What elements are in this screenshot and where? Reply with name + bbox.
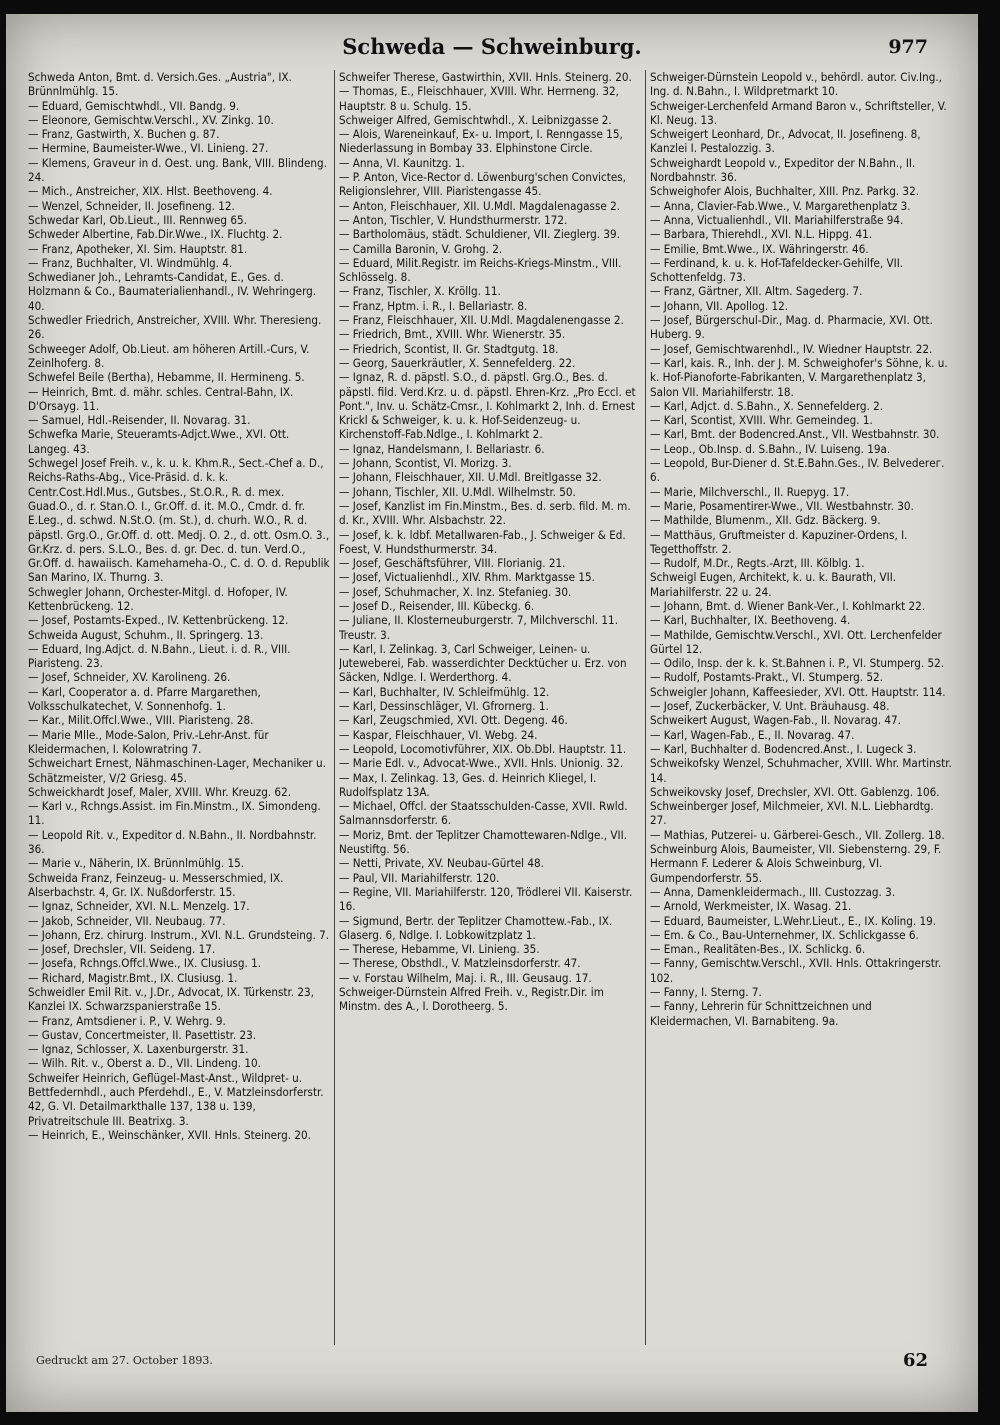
- directory-entry: Schweigler Johann, Kaffeesieder, XVI. Ott. Hauptstr. 114.: [650, 684, 946, 699]
- directory-entry: Schwegler Johann, Orchester-Mitgl. d. Hofoper, IV. Kettenbrückeng. 12.: [28, 584, 288, 613]
- directory-page: [6, 14, 978, 1412]
- directory-entry: — Rudolf, M.Dr., Regts.-Arzt, III. Kölblg. 1.: [650, 556, 865, 571]
- directory-entry: — Wenzel, Schneider, II. Josefineng. 12.: [28, 198, 235, 213]
- directory-entry: — Josefa, Rchngs.Offcl.Wwe., IX. Clusiusg. 1.: [28, 956, 262, 971]
- directory-entry: — Johann, Fleischhauer, XII. U.Mdl. Breitlgasse 32.: [339, 470, 602, 485]
- directory-entry: — Karl, Buchhalter, IV. Schleifmühlg. 12.: [339, 684, 550, 699]
- directory-entry: — Karl, Buchhalter d. Bodencred.Anst., I. Lugeck 3.: [650, 741, 917, 756]
- directory-entry: — Franz, Buchhalter, VI. Windmühlg. 4.: [28, 255, 233, 270]
- directory-entry: — Josef, k. k. ldbf. Metallwaren-Fab., J. Schweiger & Ed. Foest, V. Hundsthurmerstr. 34.: [339, 527, 626, 556]
- directory-entry: — Gustav, Concertmeister, II. Pasettistr. 23.: [28, 1027, 257, 1042]
- directory-entry: — Josef D., Reisender, III. Kübeckg. 6.: [339, 598, 535, 613]
- directory-entry: Schweikert August, Wagen-Fab., II. Novarag. 47.: [650, 713, 901, 728]
- directory-entry: — Kaspar, Fleischhauer, VI. Webg. 24.: [339, 727, 538, 742]
- directory-entry: — Franz, Apotheker, XI. Sim. Hauptstr. 81.: [28, 241, 248, 256]
- directory-entry: Schwedler Friedrich, Anstreicher, XVIII. Whr. Theresieng. 26.: [28, 313, 322, 342]
- directory-entry: — Heinrich, E., Weinschänker, XVII. Hnls. Steinerg. 20.: [28, 1127, 311, 1142]
- directory-entry: Schwedianer Joh., Lehramts-Candidat, E., Ges. d. Holzmann & Co., Baumaterialienhandl., IV. Wehringerg. 40.: [28, 270, 317, 313]
- directory-entry: — Rudolf, Postamts-Prakt., VI. Stumperg. 52.: [650, 670, 883, 685]
- directory-entry: — Anton, Fleischhauer, XII. U.Mdl. Magdalenagasse 2.: [339, 198, 621, 213]
- directory-entry: — Johann, Bmt. d. Wiener Bank-Ver., I. Kohlmarkt 22.: [650, 598, 926, 613]
- directory-entry: — Josef, Geschäftsführer, VIII. Florianig. 21.: [339, 556, 566, 571]
- directory-entry: — v. Forstau Wilhelm, Maj. i. R., III. Geusaug. 17.: [339, 970, 592, 985]
- directory-entry: Schweiger-Dürnstein Alfred Freih. v., Registr.Dir. im Minstm. des A., I. Dorotheerg. 5.: [339, 985, 604, 1014]
- directory-entry: — Leopold Rit. v., Expeditor d. N.Bahn., II. Nordbahnstr. 36.: [28, 827, 317, 857]
- directory-entry: Schweigert Leonhard, Dr., Advocat, II. Josefineng. 8, Kanzlei I. Pestalozzig. 3.: [650, 127, 921, 156]
- directory-entry: Schwefka Marie, Steueramts-Adjct.Wwe., XVI. Ott. Langeg. 43.: [28, 427, 290, 456]
- directory-entry: Schweinburg Alois, Baumeister, VII. Siebensterng. 29, F. Hermann F. Lederer & Alois Schweinburg, VI. Gumpendorferstr. 55.: [650, 842, 942, 885]
- directory-entry: Schweikofsky Wenzel, Schuhmacher, XVIII. Whr. Martinstr. 14.: [650, 756, 952, 785]
- directory-entry: — Johann, Erz. chirurg. Instrum., XVI. N.L. Grundsteing. 7.: [28, 927, 330, 942]
- directory-entry: — Fanny, Gemischtw.Verschl., XVII. Hnls. Ottakringerstr. 102.: [650, 956, 942, 985]
- directory-entry: — Friedrich, Bmt., XVIII. Whr. Wienerstr. 35.: [339, 327, 566, 342]
- directory-entry: — Franz, Fleischhauer, XII. U.Mdl. Magdalenengasse 2.: [339, 313, 624, 328]
- directory-entry: — Ferdinand, k. u. k. Hof-Tafeldecker-Gehilfe, VII. Schottenfeldg. 73.: [650, 255, 904, 285]
- directory-entry: — Josef, Victualienhdl., XIV. Rhm. Marktgasse 15.: [339, 570, 595, 585]
- column-left: [28, 70, 335, 1345]
- directory-entry: — Marie v., Näherin, IX. Brünnlmühlg. 15.: [28, 856, 245, 871]
- directory-entry: — Klemens, Graveur in d. Oest. ung. Bank, VIII. Blindeng. 24.: [28, 155, 327, 185]
- page-footer: [36, 1350, 948, 1374]
- directory-entry: — Therese, Obsthdl., V. Matzleinsdorferstr. 47.: [339, 956, 581, 971]
- directory-entry: Schweinberger Josef, Milchmeier, XVI. N.L. Liebhardtg. 27.: [650, 799, 934, 828]
- directory-entry: — Anna, Clavier-Fab.Wwe., V. Margarethenplatz 3.: [650, 198, 911, 213]
- directory-entry: Schweifer Heinrich, Geflügel-Mast-Anst., Wildpret- u. Bettfedernhdl., auch Pferdehdl., E., V. Matzleinsdorferstr. 42, G. VI. Detailmarkthalle 137, 138 u. 139, Privatreitschule III. Beatrixg. 3.: [28, 1070, 324, 1128]
- directory-entry: — Marie Edl. v., Advocat-Wwe., XVII. Hnls. Unionig. 32.: [339, 756, 624, 771]
- directory-entry: — Barbara, Thierehdl., XVI. N.L. Hippg. 41.: [650, 227, 873, 242]
- directory-entry: — Mathilde, Gemischtw.Verschl., XVI. Ott. Lerchenfelder Gürtel 12.: [650, 627, 942, 656]
- directory-entry: — Johann, VII. Apollog. 12.: [650, 298, 789, 313]
- directory-entry: Schweickhardt Josef, Maler, XVIII. Whr. Kreuzg. 62.: [28, 784, 292, 799]
- directory-entry: — Ignaz, R. d. päpstl. S.O., d. päpstl. Grg.O., Bes. d. päpstl. fild. Verd.Krz. u. d. päpstl. Ehren-Krz. „Pro Eccl. et Pont.", Inv. u. Schätz-Cmsr., I. Kohlmarkt 2, Inh. d. Ernest Krickl & Schweiger, k. u. k. Hof-Seidenzeug- u. Kirchenstoff-Fab.Ndlge., I. Kohlmarkt 2.: [339, 370, 636, 442]
- directory-entry: Schwegel Josef Freih. v., k. u. k. Khm.R., Sect.-Chef a. D., Reichs-Raths-Abg., Vice-Präsid. d. k. k. Centr.Cost.Hdl.Mus., Gutsbes., St.O.R., R. d. mex. Guad.O., d. r. Stan.O. I., Gr.Off. d. it. M.O., Cmdr. d. fr. E.Leg., d. schwd. N.St.O. (m. St.), d. churh. W.O., R. d. päpstl. Grg.O., Gr.Off. d. ott. Medj. O. 2., d. ott. Osm.O. 3., Gr.Krz. d. pers. S.L.O., Bes. d. gr. Dec. d. tun. Verd.O., Gr.Off. d. hawaiisch. Kamehameha-O., C. d. O. d. Republik San Marino, IX. Thurng. 3.: [28, 456, 330, 585]
- directory-entry: Schweighardt Leopold v., Expeditor der N.Bahn., II. Nordbahnstr. 36.: [650, 155, 916, 185]
- directory-entry: — Arnold, Werkmeister, IX. Wasag. 21.: [650, 899, 852, 914]
- directory-entry: — Anna, VI. Kaunitzg. 1.: [339, 155, 465, 170]
- directory-entry: — Moriz, Bmt. der Teplitzer Chamottewaren-Ndlge., VII. Neustiftg. 56.: [339, 827, 627, 857]
- directory-entry: — Max, I. Zelinkag. 13, Ges. d. Heinrich Kliegel, I. Rudolfsplatz 13A.: [339, 770, 597, 799]
- directory-entry: Schwedar Karl, Ob.Lieut., III. Rennweg 65.: [28, 212, 247, 227]
- directory-entry: — Eleonore, Gemischtw.Verschl., XV. Zinkg. 10.: [28, 112, 274, 127]
- directory-entry: — Karl, Buchhalter, IX. Beethoveng. 4.: [650, 613, 851, 628]
- directory-entry: — Karl, I. Zelinkag. 3, Carl Schweiger, Leinen- u. Juteweberei, Fab. wasserdichter Decktücher u. Erz. von Säcken, Ndlge. I. Werderthorg. 4.: [339, 641, 627, 685]
- directory-entry: — Jakob, Schneider, VII. Neubaug. 77.: [28, 913, 226, 928]
- directory-entry: — Josef, Kanzlist im Fin.Minstm., Bes. d. serb. fild. M. m. d. Kr., XVIII. Whr. Alsbachstr. 22.: [339, 498, 631, 528]
- directory-entry: — Karl, Scontist, XVIII. Whr. Gemeindeg. 1.: [650, 413, 873, 428]
- page-title: Schweda — Schweinburg.: [342, 34, 642, 59]
- directory-entry: Schweifer Therese, Gastwirthin, XVII. Hnls. Steinerg. 20.: [339, 70, 632, 84]
- directory-entry: — Eman., Realitäten-Bes., IX. Schlickg. 6.: [650, 942, 866, 957]
- directory-entry: — Karl, Adjct. d. S.Bahn., X. Sennefelderg. 2.: [650, 398, 884, 413]
- directory-entry: Schweiger-Dürnstein Leopold v., behördl. autor. Civ.Ing., Ing. d. N.Bahn., I. Wildpretmarkt 10.: [650, 70, 942, 99]
- directory-entry: — Leopold, Bur-Diener d. St.E.Bahn.Ges., IV. Belvederег. 6.: [650, 456, 945, 485]
- directory-entry: — Therese, Hebamme, VI. Linieng. 35.: [339, 942, 540, 957]
- page-number: 977: [888, 36, 928, 58]
- directory-entry: — Paul, VII. Mariahilferstr. 120.: [339, 870, 500, 885]
- directory-entry: — Karl, Zeugschmied, XVI. Ott. Degeng. 46.: [339, 713, 568, 728]
- directory-entry: — Eduard, Ing.Adjct. d. N.Bahn., Lieut. i. d. R., VIII. Piaristeng. 23.: [28, 641, 291, 671]
- directory-entry: — Ignaz, Schlosser, X. Laxenburgerstr. 31.: [28, 1042, 249, 1057]
- directory-entry: — Eduard, Milit.Registr. im Reichs-Kriegs-Minstm., VIII. Schlösselg. 8.: [339, 255, 622, 285]
- directory-entry: — Franz, Gastwirth, X. Buchen g. 87.: [28, 127, 220, 142]
- directory-entry: — Richard, Magistr.Bmt., IX. Clusiusg. 1.: [28, 970, 238, 985]
- directory-entry: — Anton, Tischler, V. Hundsthurmerstr. 172.: [339, 212, 568, 227]
- directory-entry: Schweighofer Alois, Buchhalter, XIII. Pnz. Parkg. 32.: [650, 184, 920, 199]
- directory-entry: — Karl, kais. R., Inh. der J. M. Schweighofer's Söhne, k. u. k. Hof-Pianoforte-Fabrikanten, V. Margarethenplatz 3, Salon VII. Mariahilferstr. 18.: [650, 355, 948, 399]
- directory-entry: — Josef, Drechsler, VII. Seideng. 17.: [28, 942, 216, 957]
- directory-entry: — Karl, Bmt. der Bodencred.Anst., VII. Westbahnstr. 30.: [650, 427, 940, 442]
- directory-entry: — Franz, Hptm. i. R., I. Bellariastr. 8.: [339, 298, 528, 313]
- print-date-note: Gedruckt am 27. October 1893.: [36, 1354, 213, 1367]
- directory-entry: — Mathias, Putzerei- u. Gärberei-Gesch., VII. Zollerg. 18.: [650, 827, 945, 842]
- directory-entry: — Sigmund, Bertr. der Teplitzer Chamottew.-Fab., IX. Glaserg. 6, Ndlge. I. Lobkowitzplatz 1.: [339, 913, 613, 942]
- entry-columns: [28, 70, 956, 1345]
- directory-entry: — Fanny, Lehrerin für Schnittzeichnen und Kleidermachen, VI. Barnabiteng. 9a.: [650, 999, 872, 1028]
- directory-entry: — Karl, Wagen-Fab., E., II. Novarag. 47.: [650, 727, 855, 742]
- directory-entry: — Odilo, Insp. der k. k. St.Bahnen i. P., VI. Stumperg. 52.: [650, 656, 945, 671]
- directory-entry: Schweikovsky Josef, Drechsler, XVI. Ott. Gablenzg. 106.: [650, 784, 940, 799]
- directory-entry: — Mathilde, Blumenm., XII. Gdz. Bäckerg. 9.: [650, 513, 881, 528]
- directory-entry: — Josef, Zuckerbäcker, V. Unt. Bräuhausg. 48.: [650, 699, 890, 714]
- directory-entry: — Josef, Schuhmacher, X. Inz. Stefanieg. 30.: [339, 584, 572, 599]
- directory-entry: — Johann, Tischler, XII. U.Mdl. Wilhelmstr. 50.: [339, 484, 576, 499]
- directory-entry: Schweiger Alfred, Gemischtwhdl., X. Leibnizgasse 2.: [339, 112, 612, 127]
- directory-entry: — Josef, Gemischtwarenhdl., IV. Wiedner Hauptstr. 22.: [650, 341, 933, 356]
- directory-entry: — Heinrich, Bmt. d. mähr. schles. Central-Bahn, IX. D'Orsayg. 11.: [28, 384, 294, 413]
- directory-entry: — Kar., Milit.Offcl.Wwe., VIII. Piaristeng. 28.: [28, 713, 254, 728]
- directory-entry: Schweichart Ernest, Nähmaschinen-Lager, Mechaniker u. Schätzmeister, V/2 Griesg. 45.: [28, 756, 326, 785]
- directory-entry: — P. Anton, Vice-Rector d. Löwenburg'schen Convictes, Religionslehrer, VIII. Piaristengasse 45.: [339, 170, 626, 199]
- directory-entry: Schweda Anton, Bmt. d. Versich.Ges. „Austria", IX. Brünnlmühlg. 15.: [28, 70, 292, 99]
- directory-entry: — Karl v., Rchngs.Assist. im Fin.Minstm., IX. Simondeng. 11.: [28, 799, 321, 828]
- directory-entry: — Mich., Anstreicher, XIX. Hlst. Beethoveng. 4.: [28, 184, 273, 199]
- directory-entry: — Michael, Offcl. der Staatsschulden-Casse, XVII. Rwld. Salmannsdorferstr. 6.: [339, 799, 628, 828]
- directory-entry: — Emilie, Bmt.Wwe., IX. Währingerstr. 46.: [650, 241, 869, 256]
- directory-entry: — Franz, Amtsdiener i. P., V. Wehrg. 9.: [28, 1013, 226, 1028]
- directory-entry: — Marie, Posamentirer-Wwe., VII. Westbahnstr. 30.: [650, 498, 914, 513]
- directory-entry: — Wilh. Rit. v., Oberst a. D., VII. Lindeng. 10.: [28, 1056, 261, 1071]
- directory-entry: — Alois, Wareneinkauf, Ex- u. Import, I. Renngasse 15, Niederlassung in Bombay 33. Elphinstone Circle.: [339, 127, 623, 156]
- directory-entry: Schweiger-Lerchenfeld Armand Baron v., Schriftsteller, V. Kl. Neug. 13.: [650, 98, 947, 127]
- directory-entry: — Camilla Baronin, V. Grohg. 2.: [339, 241, 503, 256]
- directory-entry: — Friedrich, Scontist, II. Gr. Stadtgutg. 18.: [339, 341, 559, 356]
- directory-entry: Schwefel Beile (Bertha), Hebamme, II. Hermineng. 5.: [28, 370, 305, 385]
- page-header: [6, 32, 978, 64]
- directory-entry: Schweder Albertine, Fab.Dir.Wwe., IX. Fluchtg. 2.: [28, 227, 283, 242]
- directory-entry: — Bartholomäus, städt. Schuldiener, VII. Zieglerg. 39.: [339, 227, 620, 242]
- directory-entry: — Franz, Gärtner, XII. Altm. Sagederg. 7.: [650, 284, 863, 299]
- directory-entry: Schweeger Adolf, Ob.Lieut. am höheren Artill.-Curs, V. Zeinlhoferg. 8.: [28, 341, 310, 370]
- directory-entry: — Anna, Damenkleidermach., III. Custozzag. 3.: [650, 884, 896, 899]
- directory-entry: — Anna, Victualienhdl., VII. Mariahilferstraße 94.: [650, 212, 904, 227]
- directory-entry: — Thomas, E., Fleischhauer, XVIII. Whr. Herrneng. 32, Hauptstr. 8 u. Schulg. 15.: [339, 84, 619, 113]
- directory-entry: — Franz, Tischler, X. Kröllg. 11.: [339, 284, 501, 299]
- directory-entry: — Fanny, I. Sterng. 7.: [650, 985, 762, 999]
- directory-entry: — Em. & Co., Bau-Unternehmer, IX. Schlickgasse 6.: [650, 927, 919, 942]
- directory-entry: Schweidler Emil Rit. v., J.Dr., Advocat, IX. Türkenstr. 23, Kanzlei IX. Schwarzspanierstraße 15.: [28, 985, 314, 1014]
- directory-entry: — Eduard, Baumeister, L.Wehr.Lieut., E., IX. Koling. 19.: [650, 913, 937, 928]
- directory-entry: — Ignaz, Handelsmann, I. Bellariastr. 6.: [339, 441, 545, 456]
- directory-entry: — Leopold, Locomotivführer, XIX. Ob.Dbl. Hauptstr. 11.: [339, 741, 627, 756]
- column-middle: [339, 70, 646, 1345]
- directory-entry: — Eduard, Gemischtwhdl., VII. Bandg. 9.: [28, 98, 240, 113]
- sheet-number: 62: [902, 1350, 928, 1371]
- directory-entry: — Regine, VII. Mariahilferstr. 120, Trödlerei VII. Kaiserstr. 16.: [339, 884, 633, 914]
- directory-entry: — Marie Mlle., Mode-Salon, Priv.-Lehr-Anst. für Kleidermachen, I. Kolowratring 7.: [28, 727, 269, 756]
- directory-entry: — Matthäus, Gruftmeister d. Kapuziner-Ordens, I. Tegetthoffstr. 2.: [650, 527, 908, 556]
- directory-entry: — Josef, Postamts-Exped., IV. Kettenbrückeng. 12.: [28, 613, 289, 628]
- directory-entry: — Samuel, Hdl.-Reisender, II. Novarag. 31.: [28, 413, 251, 428]
- directory-entry: — Leop., Ob.Insp. d. S.Bahn., IV. Luiseng. 19a.: [650, 441, 891, 456]
- directory-entry: Schweida Franz, Feinzeug- u. Messerschmied, IX. Alserbachstr. 4, Gr. IX. Nußdorferstr. 15.: [28, 870, 284, 899]
- directory-entry: — Marie, Milchverschl., II. Ruepyg. 17.: [650, 484, 850, 499]
- directory-entry: — Karl, Dessinschläger, VI. Gfrornerg. 1.: [339, 699, 549, 714]
- directory-entry: — Juliane, II. Klosterneuburgerstr. 7, Milchverschl. 11. Treustr. 3.: [339, 613, 619, 642]
- directory-entry: — Hermine, Baumeister-Wwe., VI. Linieng. 27.: [28, 141, 269, 156]
- directory-entry: — Karl, Cooperator a. d. Pfarre Margarethen, Volksschulkatechet, V. Sonnenhofg. 1.: [28, 684, 261, 714]
- directory-entry: Schweida August, Schuhm., II. Springerg. 13.: [28, 627, 264, 642]
- directory-entry: — Josef, Bürgerschul-Dir., Mag. d. Pharmacie, XVI. Ott. Huberg. 9.: [650, 313, 933, 342]
- directory-entry: — Netti, Private, XV. Neubau-Gürtel 48.: [339, 856, 544, 871]
- directory-entry: — Johann, Scontist, VI. Morizg. 3.: [339, 456, 512, 471]
- column-right: [650, 70, 956, 1345]
- directory-entry: — Josef, Schneider, XV. Karolineng. 26.: [28, 670, 231, 685]
- directory-entry: — Georg, Sauerkräutler, X. Sennefelderg. 22.: [339, 355, 576, 370]
- directory-entry: Schweigl Eugen, Architekt, k. u. k. Baurath, VII. Mariahilferstr. 22 u. 24.: [650, 570, 897, 599]
- directory-entry: — Ignaz, Schneider, XVI. N.L. Menzelg. 17.: [28, 899, 250, 914]
